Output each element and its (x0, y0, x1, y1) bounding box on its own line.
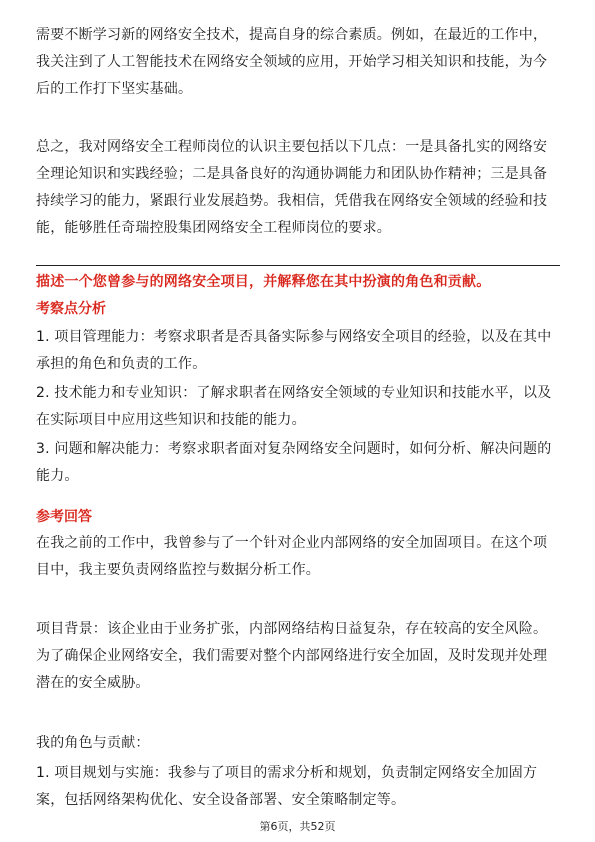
text-line: 总之，我对网络安全工程师岗位的认识主要包括以下几点：一是具备扎实的网络安 (36, 139, 548, 155)
text-line: 我关注到了人工智能技术在网络安全领域的应用，开始学习相关知识和技能，为今 (36, 54, 548, 70)
text-line: 在我之前的工作中，我曾参与了一个针对企业内部网络的安全加固项目。在这个项 (36, 535, 548, 551)
text-line: 能力。 (36, 468, 79, 484)
text-line: 目中，我主要负责网络监控与数据分析工作。 (36, 562, 320, 578)
background-paragraph (36, 616, 560, 697)
text-line: 后的工作打下坚实基础。 (36, 81, 193, 97)
role-point-1 (36, 760, 560, 814)
analysis-point-3 (36, 436, 560, 490)
text-line: 能，能够胜任奇瑞控股集团网络安全工程师岗位的要求。 (36, 220, 391, 236)
answer-intro-paragraph (36, 530, 560, 584)
text-line: 承担的角色和负责的工作。 (36, 356, 207, 372)
analysis-point-2 (36, 380, 560, 434)
text-line: 案，包括网络架构优化、安全设备部署、安全策略制定等。 (36, 792, 406, 808)
text-line: 1. 项目管理能力：考察求职者是否具备实际参与网络安全项目的经验，以及在其中 (36, 329, 552, 345)
question-heading (36, 269, 560, 296)
text-line: 潜在的安全威胁。 (36, 675, 150, 691)
text-line: 全理论知识和实践经验；二是具备良好的沟通协调能力和团队协作精神；三是具备 (36, 166, 548, 182)
text-line: 1. 项目规划与实施：我参与了项目的需求分析和规划，负责制定网络安全加固方 (36, 765, 538, 781)
analysis-heading: 考察点分析 (36, 301, 106, 317)
section-divider (36, 265, 560, 266)
text-line: 2. 技术能力和专业知识：了解求职者在网络安全领域的专业知识和技能水平，以及 (36, 385, 552, 401)
text-line: 在实际项目中应用这些知识和技能的能力。 (36, 412, 306, 428)
text-line: 我的角色与贡献： (36, 735, 150, 751)
answer-heading: 参考回答 (36, 509, 92, 525)
summary-paragraph (36, 134, 560, 242)
role-heading (36, 730, 560, 757)
question-text: 描述一个您曾参与的网络安全项目，并解释您在其中扮演的角色和贡献。 (36, 274, 491, 290)
text-line: 为了确保企业网络安全，我们需要对整个内部网络进行安全加固，及时发现并处理 (36, 648, 548, 664)
analysis-point-1 (36, 324, 560, 378)
text-line: 持续学习的能力，紧跟行业发展趋势。我相信，凭借我在网络安全领域的经验和技 (36, 193, 548, 209)
text-line: 3. 问题和解决能力：考察求职者面对复杂网络安全问题时，如何分析、解决问题的 (36, 441, 552, 457)
page-footer: 第6页，共52页 (259, 820, 336, 833)
text-line: 项目背景：该企业由于业务扩张，内部网络结构日益复杂，存在较高的安全风险。 (36, 621, 548, 637)
text-line: 需要不断学习新的网络安全技术，提高自身的综合素质。例如，在最近的工作中， (36, 27, 548, 43)
intro-paragraph (36, 22, 560, 103)
